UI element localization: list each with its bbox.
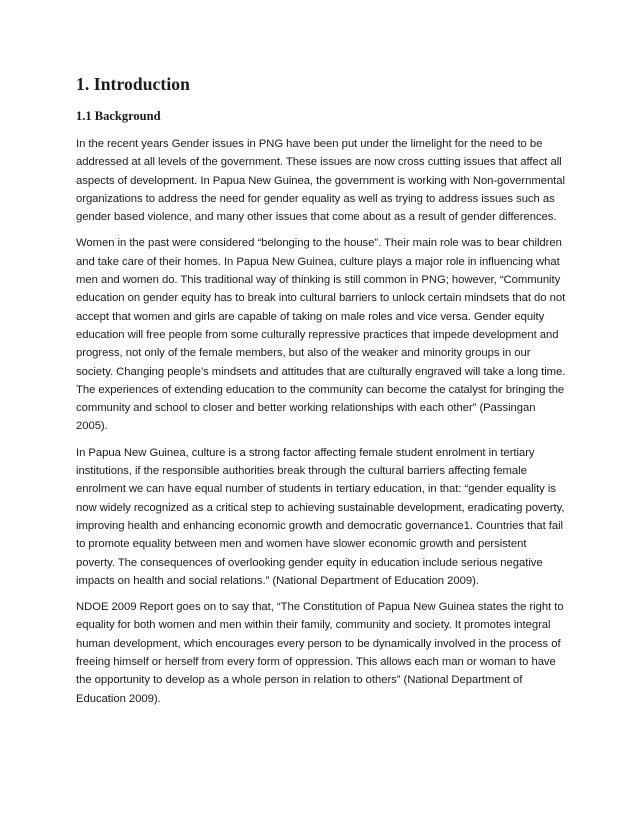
- paragraph-3: In Papua New Guinea, culture is a strong factor affecting female student enrolment in tertiary institutions, if the responsible authorities break through the cultural barriers affecting female enrolment we can have equal number of students in tertiary education, in that: “gender equality is now widely recognized as a critical step to achieving sustainable development, eradicating poverty, improving health and enhancing economic growth and democratic governance1. Countries that fail to promote equality between men and women have slower economic growth and persistent poverty. The consequences of overlooking gender equity in education include serious negative impacts on health and social relations.” (National Department of Education 2009).: [76, 446, 565, 587]
- section-heading: 1. Introduction: [76, 74, 190, 94]
- subsection-heading: 1.1 Background: [76, 109, 161, 123]
- paragraph-1: In the recent years Gender issues in PNG have been put under the limelight for the need to be addressed at all levels of the government. These issues are now cross cutting issues that affect all aspects of development. In Papua New Guinea, the government is working with Non-governmental organizations to address the need for gender equality as well as trying to address issues such as gender based violence, and many other issues that come about as a result of gender differences.: [76, 138, 565, 224]
- paragraph-2: Women in the past were considered “belonging to the house”. Their main role was to bear children and take care of their homes. In Papua New Guinea, culture plays a major role in influencing what men and women do. This traditional way of thinking is still common in PNG; however, “Community education on gender equity has to break into cultural barriers to unlock certain mindsets that do not accept that women and girls are capable of taking on male roles and vice versa. Gender equity education will free people from some culturally repressive practices that impede development and progress, not only of the female members, but also of the weaker and minority groups in our society. Changing people’s mindsets and attitudes that are culturally engraved will take a long time. The experiences of extending education to the community can become the catalyst for bringing the community and school to closer and better working relationships with each other” (Passingan 2005).: [76, 237, 566, 433]
- paragraph-4: NDOE 2009 Report goes on to say that, “The Constitution of Papua New Guinea states the right to equality for both women and men within their family, community and society. It promotes integral human development, which encourages every person to be dynamically involved in the process of freeing himself or herself from every form of oppression. This allows each man or woman to have the opportunity to develop as a whole person in relation to others” (National Department of Education 2009).: [76, 601, 564, 705]
